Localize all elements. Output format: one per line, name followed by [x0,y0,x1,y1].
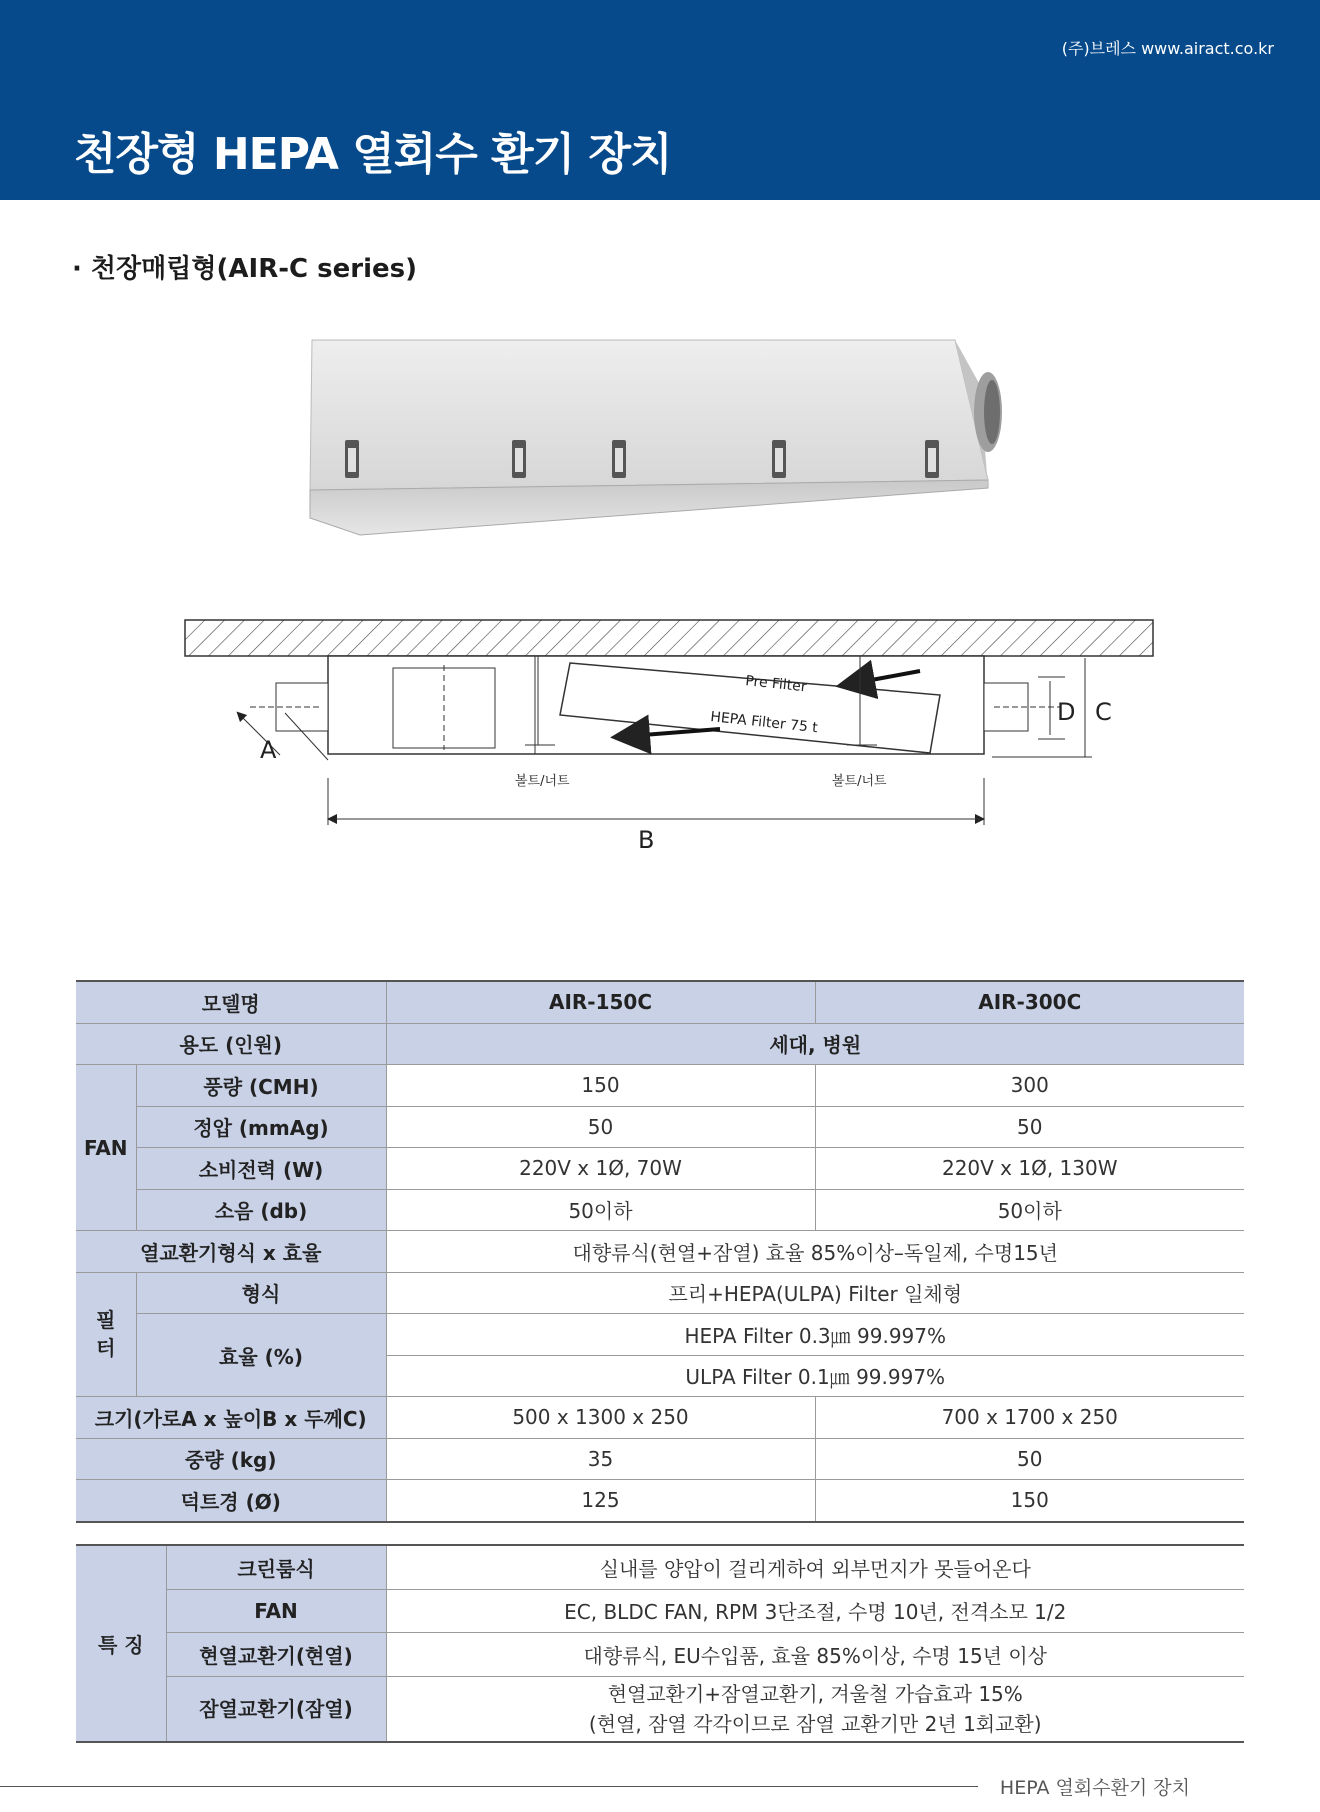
model-2: AIR-300C [815,981,1244,1023]
size-label: 크기(가로A x 높이B x 두께C) [76,1397,386,1439]
latent-hx-value-line-1: 현열교환기+잠열교환기, 겨울철 가습효과 15% [607,1681,1023,1706]
table-row [76,1065,1244,1107]
power-1: 220V x 1Ø, 70W [386,1148,815,1190]
installation-diagram [160,605,1160,855]
table-row [76,1589,1244,1633]
duct-1: 125 [386,1480,815,1522]
noise-2: 50이하 [815,1189,1244,1231]
cleanroom-value: 실내를 양압이 걸리게하여 외부먼지가 못들어온다 [386,1545,1244,1589]
table-row [76,1480,1244,1522]
table-row [76,981,1244,1023]
page-header [0,0,1320,200]
noise-1: 50이하 [386,1189,815,1231]
pre-filter-label: Pre Filter [744,673,808,696]
model-1: AIR-150C [386,981,815,1023]
usage-value: 세대, 병원 [386,1023,1244,1065]
table-row [76,1633,1244,1677]
pressure-2: 50 [815,1106,1244,1148]
duct-label: 덕트경 (Ø) [76,1480,386,1522]
latent-hx-value-line-2: (현열, 잠열 각각이므로 잠열 교환기만 2년 1회교환) [588,1711,1042,1736]
size-2: 700 x 1700 x 250 [815,1397,1244,1439]
fan-feature-value: EC, BLDC FAN, RPM 3단조절, 수명 10년, 전격소모 1/2 [386,1589,1244,1633]
power-2: 220V x 1Ø, 130W [815,1148,1244,1190]
model-label: 모델명 [76,981,386,1023]
bolt-nut-label-left: 볼트/너트 [515,774,570,789]
bolt-nut-label-right: 볼트/너트 [832,774,887,789]
weight-label: 중량 (kg) [76,1438,386,1480]
dimension-c-label: C [1095,698,1112,726]
table-row [76,1272,1244,1314]
usage-label: 용도 (인원) [76,1023,386,1065]
airflow-label: 풍량 (CMH) [136,1065,386,1107]
dimension-b-label: B [638,826,655,854]
filter-type-value: 프리+HEPA(ULPA) Filter 일체형 [386,1272,1244,1314]
spec-table [76,980,1244,1523]
hepa-filter-label: HEPA Filter 75 t [709,709,819,737]
footer-divider [0,1786,978,1787]
cleanroom-label: 크린룸식 [166,1545,386,1589]
table-row [76,1231,1244,1273]
table-row [76,1438,1244,1480]
company-info: (주)브레스 www.airact.co.kr [1061,39,1274,58]
table-row [76,1397,1244,1439]
table-row [76,1676,1244,1742]
latent-hx-value [386,1676,1244,1742]
pressure-label: 정압 (mmAg) [136,1106,386,1148]
feature-group-label: 특 징 [76,1545,166,1742]
filter-efficiency-label: 효율 (%) [136,1314,386,1397]
filter-type-label: 형식 [136,1272,386,1314]
filter-efficiency-hepa: HEPA Filter 0.3㎛ 99.997% [386,1314,1244,1356]
sensible-hx-value: 대향류식, EU수입품, 효율 85%이상, 수명 15년 이상 [386,1633,1244,1677]
filter-group-label: 필 터 [76,1272,136,1397]
table-row [76,1106,1244,1148]
airflow-2: 300 [815,1065,1244,1107]
dimension-a-label: A [260,736,277,764]
feature-table [76,1544,1244,1743]
sensible-hx-label: 현열교환기(현열) [166,1633,386,1677]
product-photo [300,330,1020,540]
table-row [76,1545,1244,1589]
heat-exchanger-label: 열교환기형식 x 효율 [76,1231,386,1273]
noise-label: 소음 (db) [136,1189,386,1231]
table-row [76,1148,1244,1190]
power-label: 소비전력 (W) [136,1148,386,1190]
table-row [76,1314,1244,1356]
fan-feature-label: FAN [166,1589,386,1633]
latent-hx-label: 잠열교환기(잠열) [166,1676,386,1742]
airflow-1: 150 [386,1065,815,1107]
dimension-d-label: D [1057,698,1076,726]
footer-title: HEPA 열회수환기 장치 [999,1777,1190,1799]
section-title: · 천장매립형(AIR-C series) [72,254,417,284]
duct-2: 150 [815,1480,1244,1522]
table-row [76,1023,1244,1065]
weight-1: 35 [386,1438,815,1480]
heat-exchanger-value: 대향류식(현열+잠열) 효율 85%이상–독일제, 수명15년 [386,1231,1244,1273]
filter-efficiency-ulpa: ULPA Filter 0.1㎛ 99.997% [386,1355,1244,1397]
pressure-1: 50 [386,1106,815,1148]
weight-2: 50 [815,1438,1244,1480]
size-1: 500 x 1300 x 250 [386,1397,815,1439]
ceiling-slab [185,620,1153,656]
page-title: 천장형 HEPA 열회수 환기 장치 [74,129,672,180]
fan-group-label: FAN [76,1065,136,1231]
table-row [76,1189,1244,1231]
